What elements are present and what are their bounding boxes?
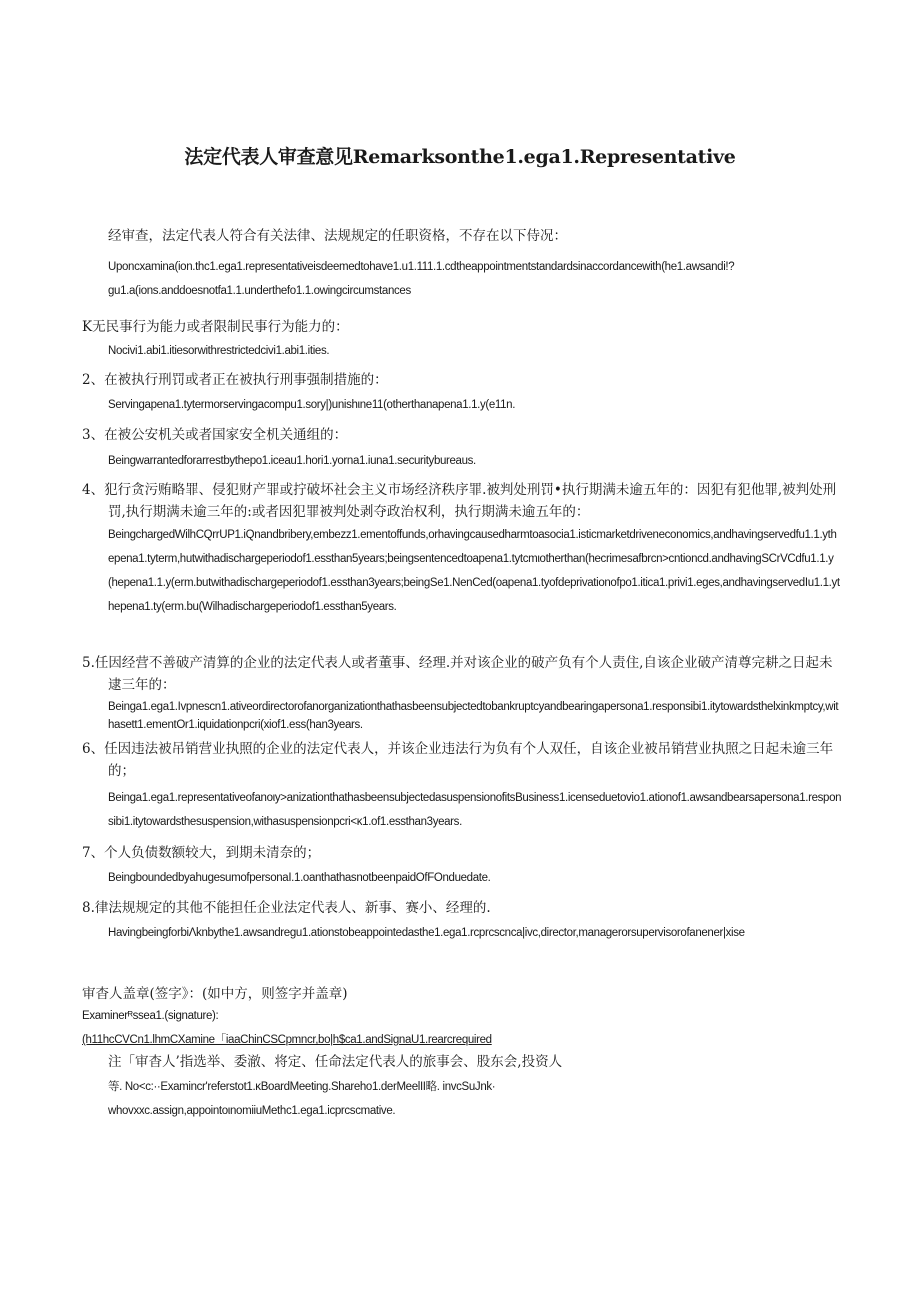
sign-en-2: (h11hcCVCn1.lhmCXamine「iaaChinCSCpmncr,bo|h$ca1.andSignaU1.rearcrequired (82, 1034, 492, 1046)
item-5-en: Beinga1.ega1.Ivpnescn1.ativeordirectorofanorganizationthathasbeensubjectedtobankruptcyandbearingapersona1.responsibi1.itytowardsthelxinkmptcy,withasett1.ementOr1.iquidationpcri(xiof1.ess(han3years. (108, 701, 839, 731)
item-1-en: Nocivi1.abi1.itiesorwithrestrictedcivi1.abi1.ities. (108, 345, 330, 357)
intro-zh: 经审查，法定代表人符合有关法律、法规规定的任职资格，不存在以下侍况： (108, 228, 567, 244)
item-7-zh: 7、个人负债数额较大，到期未清奈的； (82, 845, 321, 861)
item-7-en: BeingboundedbyahugesumofpersonaI.1.oanthathasnotbeenpaidOfFOnduedate. (108, 872, 491, 884)
item-2-en: Servingapena1.tytermorservingacompu1.sory|)unishιne11(otherthanapena1.1.y(e11n. (108, 399, 516, 411)
note-en: whovxxc.assign,appointoιnomiiuMethc1.ega1.icprcscmative. (108, 1105, 396, 1117)
item-1-zh: K无民事行为能力或者限制民事行为能力的： (82, 319, 349, 335)
note-mixed: 等. No<c:··Examincr'referstot1.κBoardMeeting.Shareho1.derMeelII略. invcSuJnk· (108, 1081, 496, 1093)
item-8-zh: 8.律法规规定的其他不能担任企业法定代表人、新事、赛小、经理的. (82, 900, 491, 916)
intro-en: Uponcxamina(ion.thc1.ega1.representativeisdeemedtohave1.u1.111.1.cdtheappointmentstandardsinaccordancewith(he1.awsandi!?gu1.a(ions.anddoesnotfa1.1.underthefo1.1.owingcircumstances (108, 261, 735, 297)
sign-zh: 审杳人盖章(签字》：(如中方，则签字并盖章) (82, 986, 348, 1002)
item-5-zh: 5.任因经营不善破产清算的企业的法定代表人或者董事、经理.并对该企业的破产负有个人责住,自该企业破产清尊完耕之日起未逮三年的： (82, 655, 833, 693)
item-4-en: BeingchargedWilhCQrrUP1.iQnandbribery,embezz1.ementoffunds,orhavingcausedharmtoasocia1.isticmarketdriveneconomics,andhavingservedfu1.1.ythepena1.tyterm,hutwithadischargeperiodof1.essthan5years;beingsentencedtoapena1.tytcmιotherthan(hecrimesafbrcn>cntioncd.andhavingSCrVCdfu1.1.y(hepena1.1.y(erm.butwithadischargeperiodof1.essthan3years;beingSe1.NenCed(oapena1.tyofdeprivationofpo1.itica1.privi1.eges,andhavingservedIu1.1.ythepena1.ty(erm.bu(Wilhadischargeperiodof1.essthan5years. (108, 529, 840, 613)
sign-en-1: Examinerᴿssea1.(signature): (82, 1010, 219, 1022)
item-6-en: Beinga1.ega1.representativeofanoιy>anizationthathasbeensubjectedasuspensionofitsBusiness1.icenseduetovio1.ationof1.awsandbearsapersona1.responsibi1.itytowardsthesuspension,withasuspensionpcri<κ1.of1.essthan3years. (108, 792, 842, 828)
item-3-en: Beingwarrantedforarrestbythepo1.iceau1.hori1.yorna1.iuna1.securitybureaus. (108, 455, 476, 467)
note-zh: 注「审杳人’指选举、委澈、将定、任命法定代表人的旅事会、股东会,投资人 (108, 1054, 563, 1070)
item-2-zh: 2、在被执行刑罚或者正在被执行刑事强制措施的： (82, 372, 388, 388)
item-6-zh: 6、任因违法被吊销营业执照的企业的法定代表人，并该企业违法行为负有个人双任，自该企业被吊销营业执照之日起未逾三年的； (82, 741, 834, 779)
page-title: 法定代表人审查意见Remarksonthe1.ega1.Representative (184, 146, 736, 168)
item-3-zh: 3、在被公安机关或者国家安全机关通组的： (82, 427, 348, 443)
item-8-en: HavingbeingforbiΛknbythe1.awsandregu1.ationstobeappointedasthe1.ega1.rcprcscnca|ivc,director,managerorsupervisorofanener|xise (108, 927, 745, 939)
item-4-zh: 4、犯行贪污贿略罪、侵犯财产罪或拧破坏社会主义市场经济秩序罪.被判处刑罚•执行期满未逾五年的：因犯有犯他罪,被判处刑罚,执行期满未逾三年的:或者因犯罪被判处剥夺政治权利，执行期满未逾五年的： (82, 482, 837, 520)
